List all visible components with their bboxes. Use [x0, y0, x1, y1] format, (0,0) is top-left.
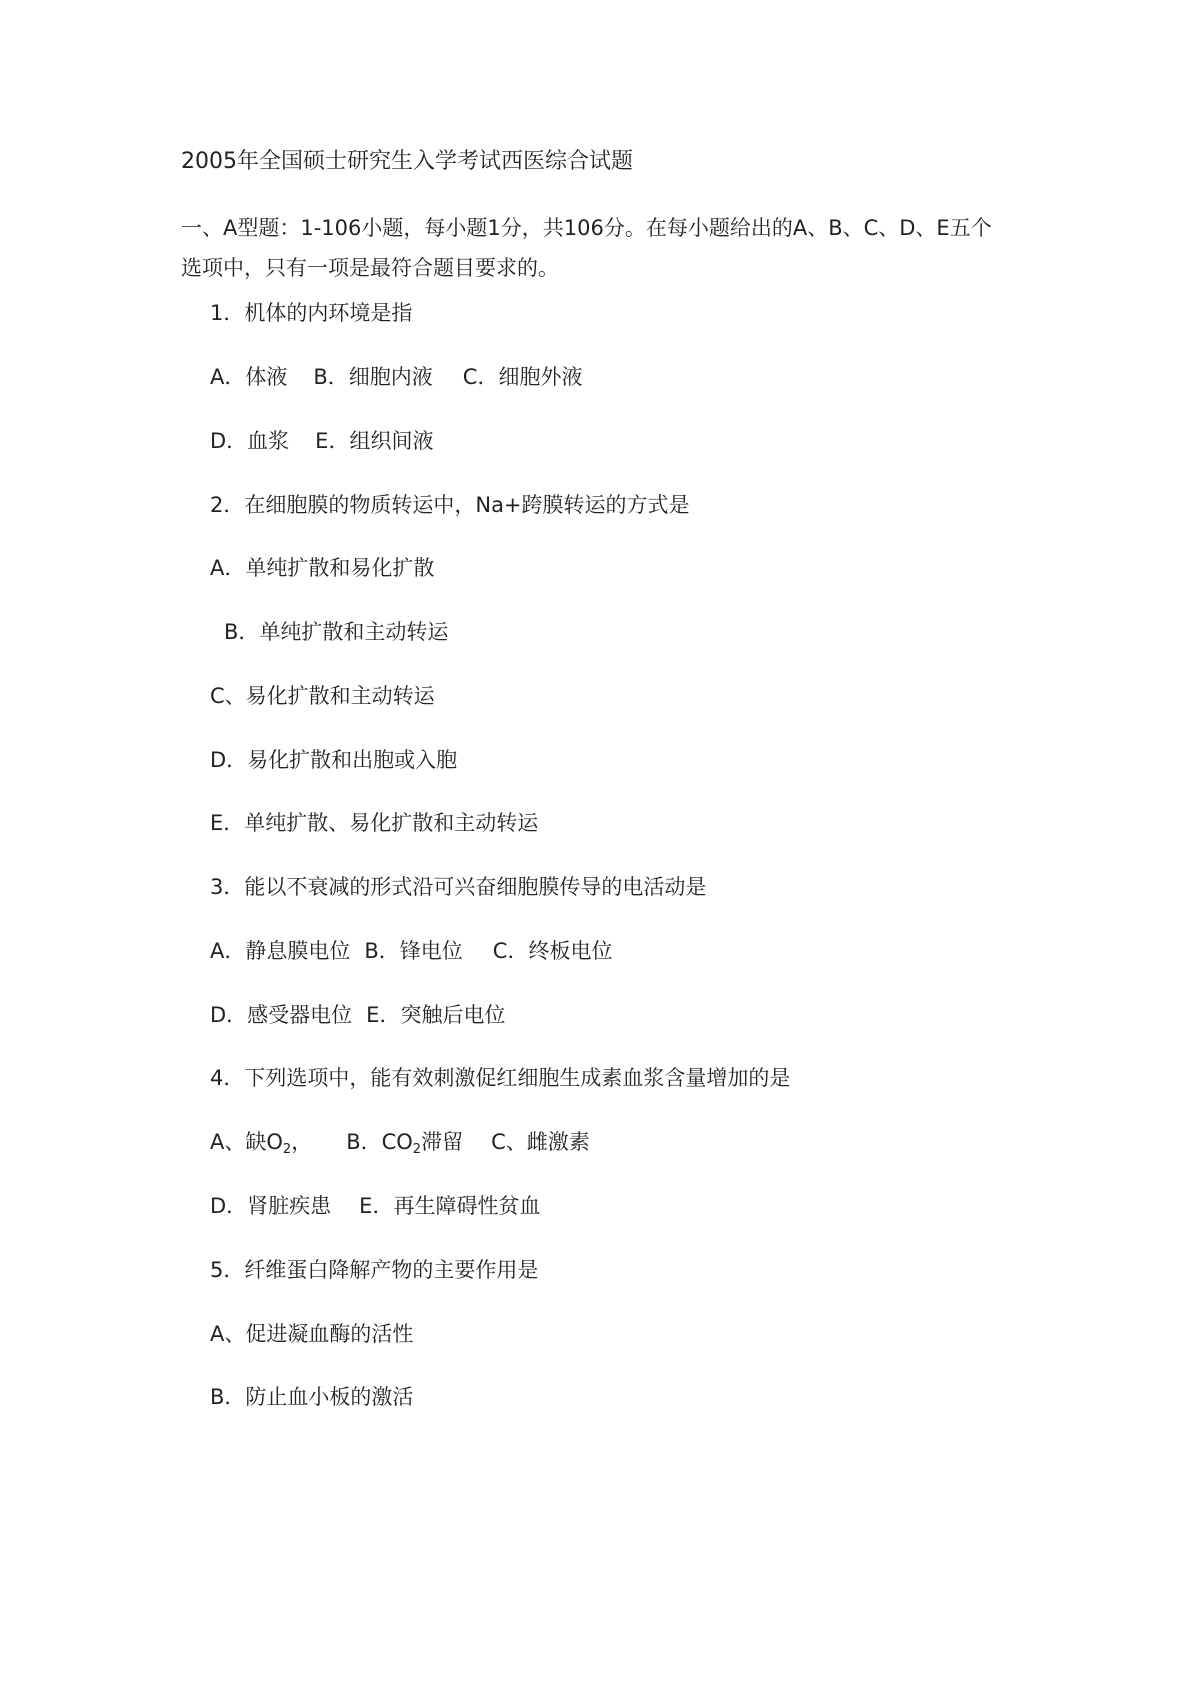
question-5-option-a: A、促进凝血酶的活性	[210, 1322, 414, 1346]
question-2-option-a: A．单纯扩散和易化扩散	[210, 556, 435, 580]
question-1-option-d: D．血浆	[210, 429, 290, 453]
question-3-option-e: E．突触后电位	[366, 1003, 506, 1027]
question-3-option-c: C．终板电位	[492, 939, 613, 963]
question-2-option-d: D．易化扩散和出胞或入胞	[210, 748, 458, 772]
question-4-option-a: A、缺$O_2$，	[210, 1130, 313, 1157]
question-3-option-a: A．静息膜电位	[210, 939, 351, 963]
question-3-options-row-1	[210, 936, 612, 966]
question-3-options-row-2	[210, 1000, 505, 1030]
question-4-option-d: D．肾脏疾患	[210, 1194, 332, 1218]
section-intro-line-2: 选项中，只有一项是最符合题目要求的。	[181, 256, 559, 280]
question-4-options-row-1	[210, 1127, 590, 1165]
question-2-option-b: B．单纯扩散和主动转运	[224, 620, 449, 644]
document-title: 2005年全国硕士研究生入学考试西医综合试题	[181, 149, 633, 174]
question-3-option-d: D．感受器电位	[210, 1003, 353, 1027]
question-4-option-b: B．$CO_2$滞留	[346, 1130, 464, 1157]
question-2-option-e: E．单纯扩散、易化扩散和主动转运	[210, 811, 539, 835]
question-2-option-c: C、易化扩散和主动转运	[210, 684, 435, 708]
question-4-option-e: E．再生障碍性贫血	[359, 1194, 541, 1218]
question-1-options-row-1	[210, 362, 582, 392]
question-4-option-c: C、雌激素	[491, 1130, 590, 1154]
question-1-option-b: B．细胞内液	[313, 365, 433, 389]
question-5-stem: 5．纤维蛋白降解产物的主要作用是	[210, 1258, 539, 1282]
question-4-stem: 4．下列选项中，能有效刺激促红细胞生成素血浆含量增加的是	[210, 1066, 791, 1090]
question-1-option-c: C．细胞外液	[462, 365, 583, 389]
question-1-stem: 1．机体的内环境是指	[210, 301, 413, 325]
question-3-stem: 3．能以不衰减的形式沿可兴奋细胞膜传导的电活动是	[210, 875, 707, 899]
question-5-option-b: B．防止血小板的激活	[210, 1385, 414, 1409]
question-4-options-row-2	[210, 1191, 540, 1221]
question-1-option-e: E．组织间液	[315, 429, 434, 453]
question-2-stem: 2．在细胞膜的物质转运中，Na+跨膜转运的方式是	[210, 493, 690, 517]
question-1-options-row-2	[210, 426, 433, 456]
question-1-option-a: A．体液	[210, 365, 288, 389]
section-intro-line-1: 一、A型题：1-106小题，每小题1分，共106分。在每小题给出的A、B、C、D、E五个	[181, 216, 992, 240]
question-3-option-b: B．锋电位	[364, 939, 463, 963]
